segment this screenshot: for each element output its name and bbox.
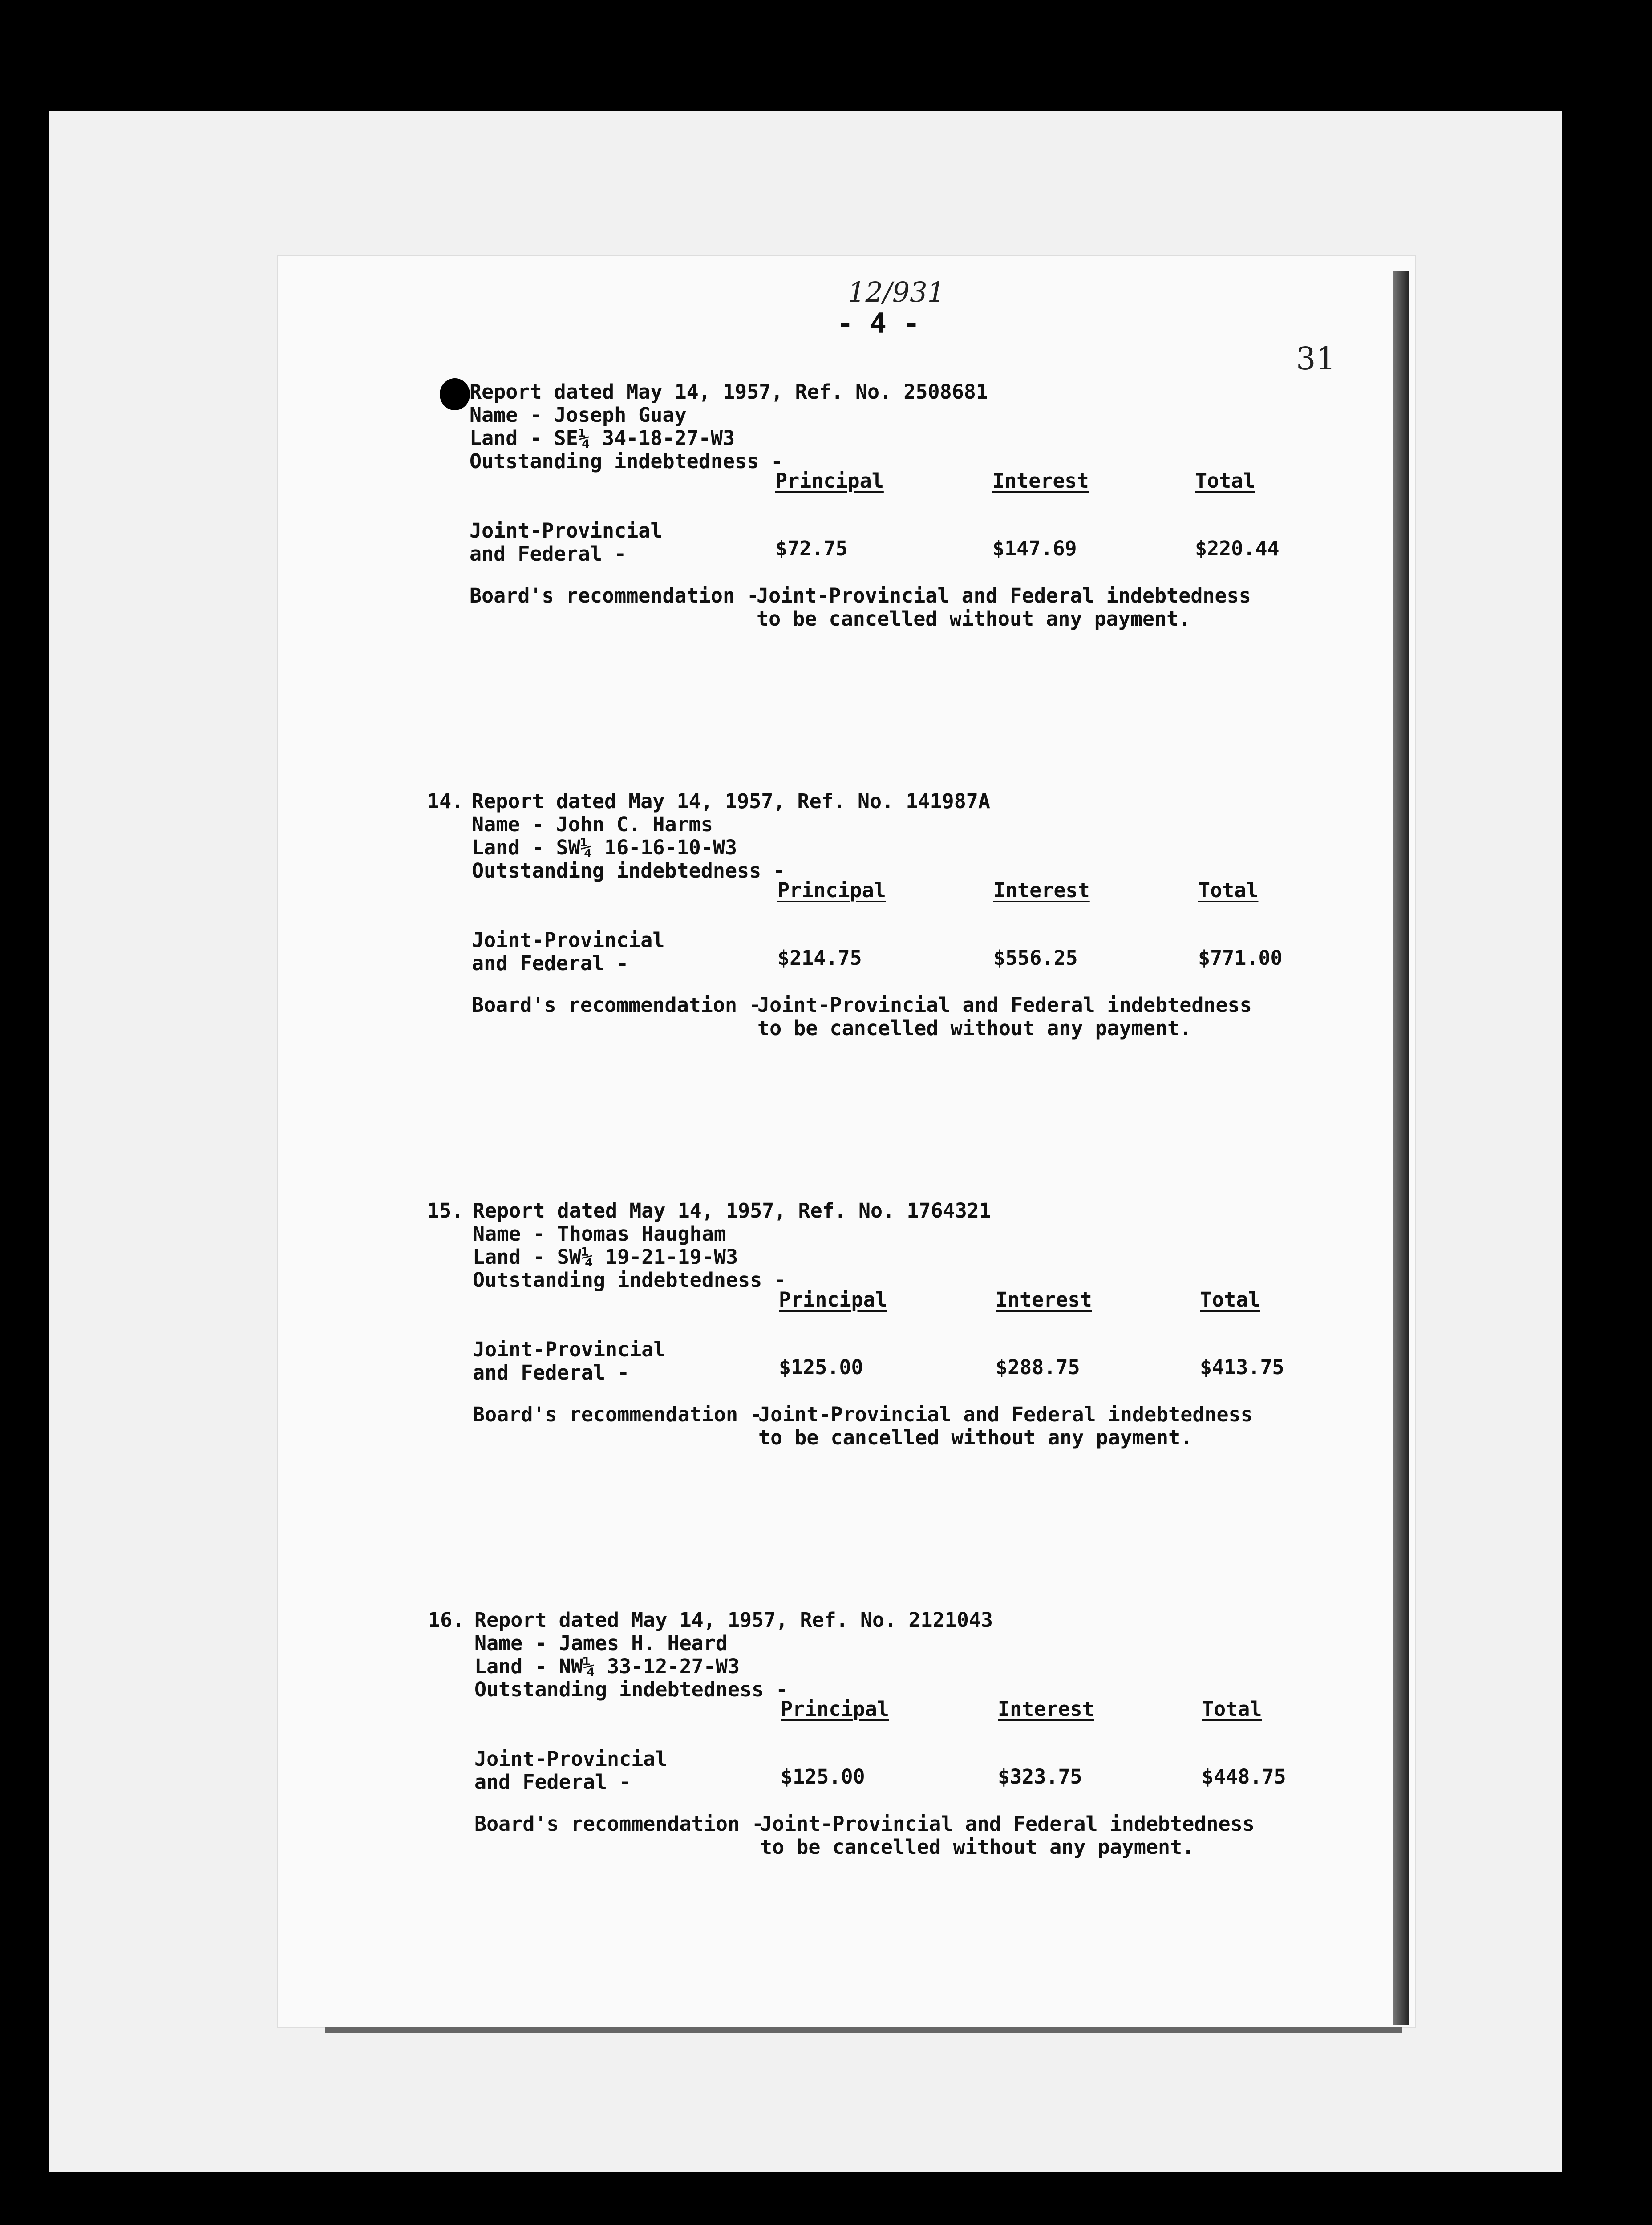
- land-line: Land - NW¼ 33-12-27-W3: [474, 1655, 740, 1678]
- interest-value: $556.25: [993, 946, 1078, 970]
- report-entry: [427, 380, 1317, 630]
- entry-number: 15.: [427, 1199, 464, 1222]
- category-line-1: Joint-Provincial: [470, 519, 663, 542]
- folio-number: 31: [1296, 340, 1336, 377]
- total-header: Total: [1198, 878, 1259, 902]
- category-line-2: and Federal -: [472, 951, 629, 975]
- land-line: Land - SW¼ 16-16-10-W3: [472, 836, 737, 859]
- land-line: Land - SW¼ 19-21-19-W3: [473, 1245, 738, 1269]
- report-entry: [427, 1609, 1317, 1858]
- page-bottom-edge: [325, 2027, 1402, 2033]
- recommendation-label: Board's recommendation -: [473, 1403, 762, 1426]
- total-header: Total: [1202, 1697, 1262, 1721]
- principal-value: $125.00: [779, 1355, 863, 1379]
- total-header: Total: [1200, 1288, 1260, 1311]
- total-value: $413.75: [1200, 1355, 1284, 1379]
- principal-value: $214.75: [777, 946, 862, 970]
- category-line-1: Joint-Provincial: [474, 1747, 668, 1771]
- category-line-1: Joint-Provincial: [473, 1338, 666, 1361]
- recommendation-label: Board's recommendation -: [470, 584, 759, 607]
- interest-value: $288.75: [996, 1355, 1080, 1379]
- interest-value: $323.75: [998, 1765, 1082, 1788]
- report-line: Report dated May 14, 1957, Ref. No. 1764321: [473, 1199, 991, 1222]
- total-header: Total: [1195, 469, 1255, 493]
- interest-value: $147.69: [992, 537, 1077, 560]
- recommendation-line-2: to be cancelled without any payment.: [757, 1016, 1192, 1040]
- outstanding-label: Outstanding indebtedness -: [470, 449, 783, 473]
- entry-number: 16.: [428, 1608, 465, 1632]
- interest-header: Interest: [992, 469, 1089, 493]
- total-value: $448.75: [1202, 1765, 1286, 1788]
- page-number: - 4 -: [837, 307, 920, 340]
- handwritten-reference: 12/931: [848, 276, 945, 308]
- report-line: Report dated May 14, 1957, Ref. No. 141987A: [472, 789, 990, 813]
- principal-header: Principal: [777, 878, 886, 902]
- principal-header: Principal: [775, 469, 884, 493]
- interest-header: Interest: [998, 1697, 1094, 1721]
- recommendation-line-1: Joint-Provincial and Federal indebtedness: [760, 1812, 1255, 1836]
- report-entry: [427, 790, 1317, 1039]
- entry-number: 14.: [427, 789, 464, 813]
- recommendation-label: Board's recommendation -: [474, 1812, 764, 1836]
- recommendation-line-1: Joint-Provincial and Federal indebtedness: [757, 584, 1251, 607]
- total-value: $220.44: [1195, 537, 1279, 560]
- outstanding-label: Outstanding indebtedness -: [473, 1268, 786, 1292]
- outstanding-label: Outstanding indebtedness -: [474, 1678, 788, 1701]
- category-line-2: and Federal -: [470, 542, 627, 566]
- category-line-2: and Federal -: [474, 1770, 632, 1794]
- category-line-2: and Federal -: [473, 1361, 630, 1384]
- interest-header: Interest: [993, 878, 1090, 902]
- total-value: $771.00: [1198, 946, 1283, 970]
- category-line-1: Joint-Provincial: [472, 928, 665, 952]
- interest-header: Interest: [996, 1288, 1092, 1311]
- recommendation-line-2: to be cancelled without any payment.: [758, 1426, 1193, 1449]
- name-line: Name - James H. Heard: [474, 1631, 728, 1655]
- recommendation-label: Board's recommendation -: [472, 993, 761, 1017]
- recommendation-line-2: to be cancelled without any payment.: [760, 1835, 1194, 1859]
- recommendation-line-1: Joint-Provincial and Federal indebtedness: [758, 1403, 1253, 1426]
- report-line: Report dated May 14, 1957, Ref. No. 2508681: [470, 380, 988, 404]
- outstanding-label: Outstanding indebtedness -: [472, 859, 786, 882]
- principal-value: $125.00: [781, 1765, 865, 1788]
- page-edge-shadow: [1393, 271, 1409, 2025]
- land-line: Land - SE¼ 34-18-27-W3: [470, 426, 735, 450]
- name-line: Name - Joseph Guay: [470, 403, 687, 427]
- recommendation-line-2: to be cancelled without any payment.: [757, 607, 1191, 631]
- recommendation-line-1: Joint-Provincial and Federal indebtedness: [757, 993, 1252, 1017]
- report-line: Report dated May 14, 1957, Ref. No. 2121043: [474, 1608, 993, 1632]
- name-line: Name - John C. Harms: [472, 813, 713, 836]
- name-line: Name - Thomas Haugham: [473, 1222, 726, 1246]
- report-entry: [427, 1199, 1317, 1448]
- principal-header: Principal: [781, 1697, 889, 1721]
- principal-header: Principal: [779, 1288, 887, 1311]
- principal-value: $72.75: [775, 537, 848, 560]
